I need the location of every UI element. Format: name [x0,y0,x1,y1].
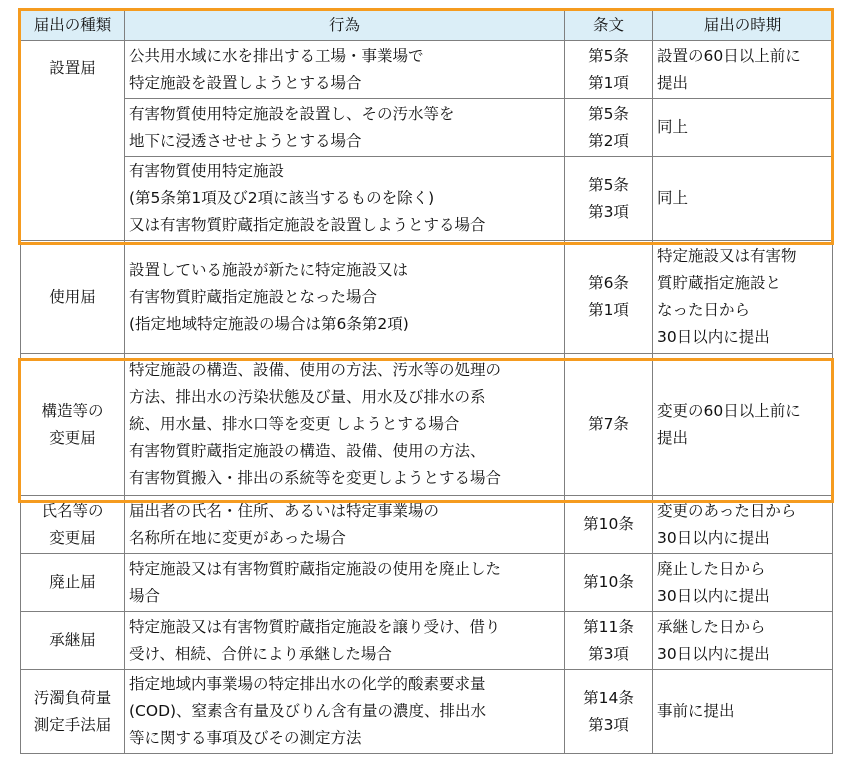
type-cell-line: 測定手法届 [33,715,112,734]
type-cell [21,496,125,554]
header-article: 条文 [565,11,653,41]
action-cell-line: 等に関する事項及びその測定方法 [129,729,362,747]
header-row [21,11,833,41]
action-cell-line: 特定施設又は有害物質貯蔵指定施設を譲り受け、借り [129,617,501,636]
timing-cell-line: なった日から [657,301,751,319]
timing-cell [653,496,833,554]
article-cell-line: 第3項 [588,202,629,221]
header-timing: 届出の時期 [653,11,833,41]
action-cell [125,554,565,612]
action-cell-line: 有害物質使用特定施設 [129,162,285,180]
action-cell [125,41,565,99]
row-setup-2 [21,99,833,157]
notification-table [20,10,833,754]
action-cell-line: 特定施設を設置しようとする場合 [129,73,362,92]
timing-cell-line: 廃止した日から [657,559,766,578]
action-cell-line: 特定施設又は有害物質貯蔵指定施設の使用を廃止した [129,559,502,578]
action-cell [125,496,565,554]
article-cell-line: 第11条 [583,617,634,636]
action-cell-line: 公共用水域に水を排出する工場・事業場で [129,46,424,65]
article-cell-line: 第1項 [588,301,629,319]
timing-cell-line: 設置の60日以上前に [657,46,801,65]
action-cell [125,612,565,670]
article-cell-line: 第7条 [588,415,629,433]
row-name-change [21,496,833,554]
article-cell-line: 第6条 [588,274,629,292]
action-cell-line: 設置している施設が新たに特定施設又は [129,260,409,279]
article-cell-line: 第10条 [583,573,634,591]
action-cell [125,354,565,496]
action-cell [125,670,565,754]
header-type: 届出の種類 [21,11,125,41]
type-cell-line: 廃止届 [49,573,96,591]
type-cell-line: 設置届 [49,59,96,77]
article-cell [565,157,653,241]
timing-cell [653,41,833,99]
timing-cell-line: 30日以内に提出 [657,528,770,547]
article-cell [565,41,653,99]
article-cell [565,99,653,157]
action-cell-line: 有害物質使用特定施設を設置し、その汚水等を [129,104,455,123]
article-cell-line: 第5条 [588,46,629,65]
timing-cell-line: 変更のあった日から [657,501,797,520]
article-cell [565,670,653,754]
timing-cell [653,99,833,157]
article-cell [565,241,653,354]
action-cell-line: 場合 [129,586,161,605]
action-cell-line: (第5条第1項及び2項に該当するものを除く) [129,189,435,207]
action-cell-line: 統、用水量、排水口等を変更 しようとする場合 [129,415,460,433]
timing-cell [653,354,833,496]
action-cell-line: 又は有害物質貯蔵指定施設を設置しようとする場合 [129,216,486,234]
action-cell [125,241,565,354]
article-cell [565,554,653,612]
action-cell [125,157,565,241]
timing-cell-line: 30日以内に提出 [657,328,770,346]
action-cell-line: (指定地域特定施設の場合は第6条第2項) [129,314,409,333]
type-cell [21,41,125,241]
action-cell [125,99,565,157]
row-abolish [21,554,833,612]
row-load-method [21,670,833,754]
timing-cell-line: 事前に提出 [657,702,735,720]
article-cell-line: 第3項 [588,644,629,663]
timing-cell-line: 特定施設又は有害物 [657,247,797,265]
timing-cell [653,157,833,241]
article-cell [565,496,653,554]
action-cell-line: 指定地域内事業場の特定排出水の化学的酸素要求量 [129,675,486,693]
type-cell [21,554,125,612]
timing-cell-line: 承継した日から [657,617,766,636]
timing-cell-line: 30日以内に提出 [657,586,770,605]
timing-cell-line: 質貯蔵指定施設と [657,274,782,292]
type-cell [21,612,125,670]
article-cell-line: 第14条 [583,688,634,707]
action-cell-line: (COD)、窒素含有量及びりん含有量の濃度、排出水 [129,702,487,720]
article-cell [565,612,653,670]
type-cell-line: 構造等の [41,401,104,420]
type-cell-line: 汚濁負荷量 [33,688,112,707]
type-cell-line: 変更届 [49,528,96,547]
header-action: 行為 [125,11,565,41]
row-succession [21,612,833,670]
timing-cell-line: 提出 [657,73,689,92]
article-cell-line: 第3項 [588,715,629,734]
timing-cell-line: 同上 [657,118,689,136]
type-cell-line: 使用届 [49,287,96,306]
action-cell-line: 地下に浸透させせようとする場合 [129,131,362,150]
action-cell-line: 特定施設の構造、設備、使用の方法、汚水等の処理の [129,361,502,379]
timing-cell [653,241,833,354]
action-cell-line: 有害物質貯蔵指定施設の構造、設備、使用の方法、 [129,442,486,460]
article-cell-line: 第10条 [583,515,634,533]
type-cell-line: 氏名等の [41,501,104,520]
timing-cell-line: 同上 [657,189,689,207]
row-use [21,241,833,354]
type-cell-line: 変更届 [49,428,96,447]
timing-cell [653,554,833,612]
timing-cell [653,670,833,754]
type-cell [21,354,125,496]
action-cell-line: 有害物質搬入・排出の系統等を変更しようとする場合 [129,469,502,487]
article-cell-line: 第5条 [588,104,629,123]
article-cell [565,354,653,496]
timing-cell-line: 提出 [657,428,689,447]
type-cell [21,241,125,354]
row-setup-3 [21,157,833,241]
action-cell-line: 名称所在地に変更があった場合 [129,528,346,547]
article-cell-line: 第1項 [588,73,629,92]
action-cell-line: 有害物質貯蔵指定施設となった場合 [129,287,378,306]
timing-cell [653,612,833,670]
action-cell-line: 届出者の氏名・住所、あるいは特定事業場の [129,501,440,520]
row-change [21,354,833,496]
action-cell-line: 方法、排出水の汚染状態及び量、用水及び排水の系 [129,388,486,406]
type-cell-line: 承継届 [49,631,96,649]
timing-cell-line: 変更の60日以上前に [657,401,801,420]
timing-cell-line: 30日以内に提出 [657,644,770,663]
type-cell [21,670,125,754]
row-setup-1 [21,41,833,99]
article-cell-line: 第2項 [588,131,629,150]
action-cell-line: 受け、相続、合併により承継した場合 [129,644,392,663]
article-cell-line: 第5条 [588,175,629,194]
